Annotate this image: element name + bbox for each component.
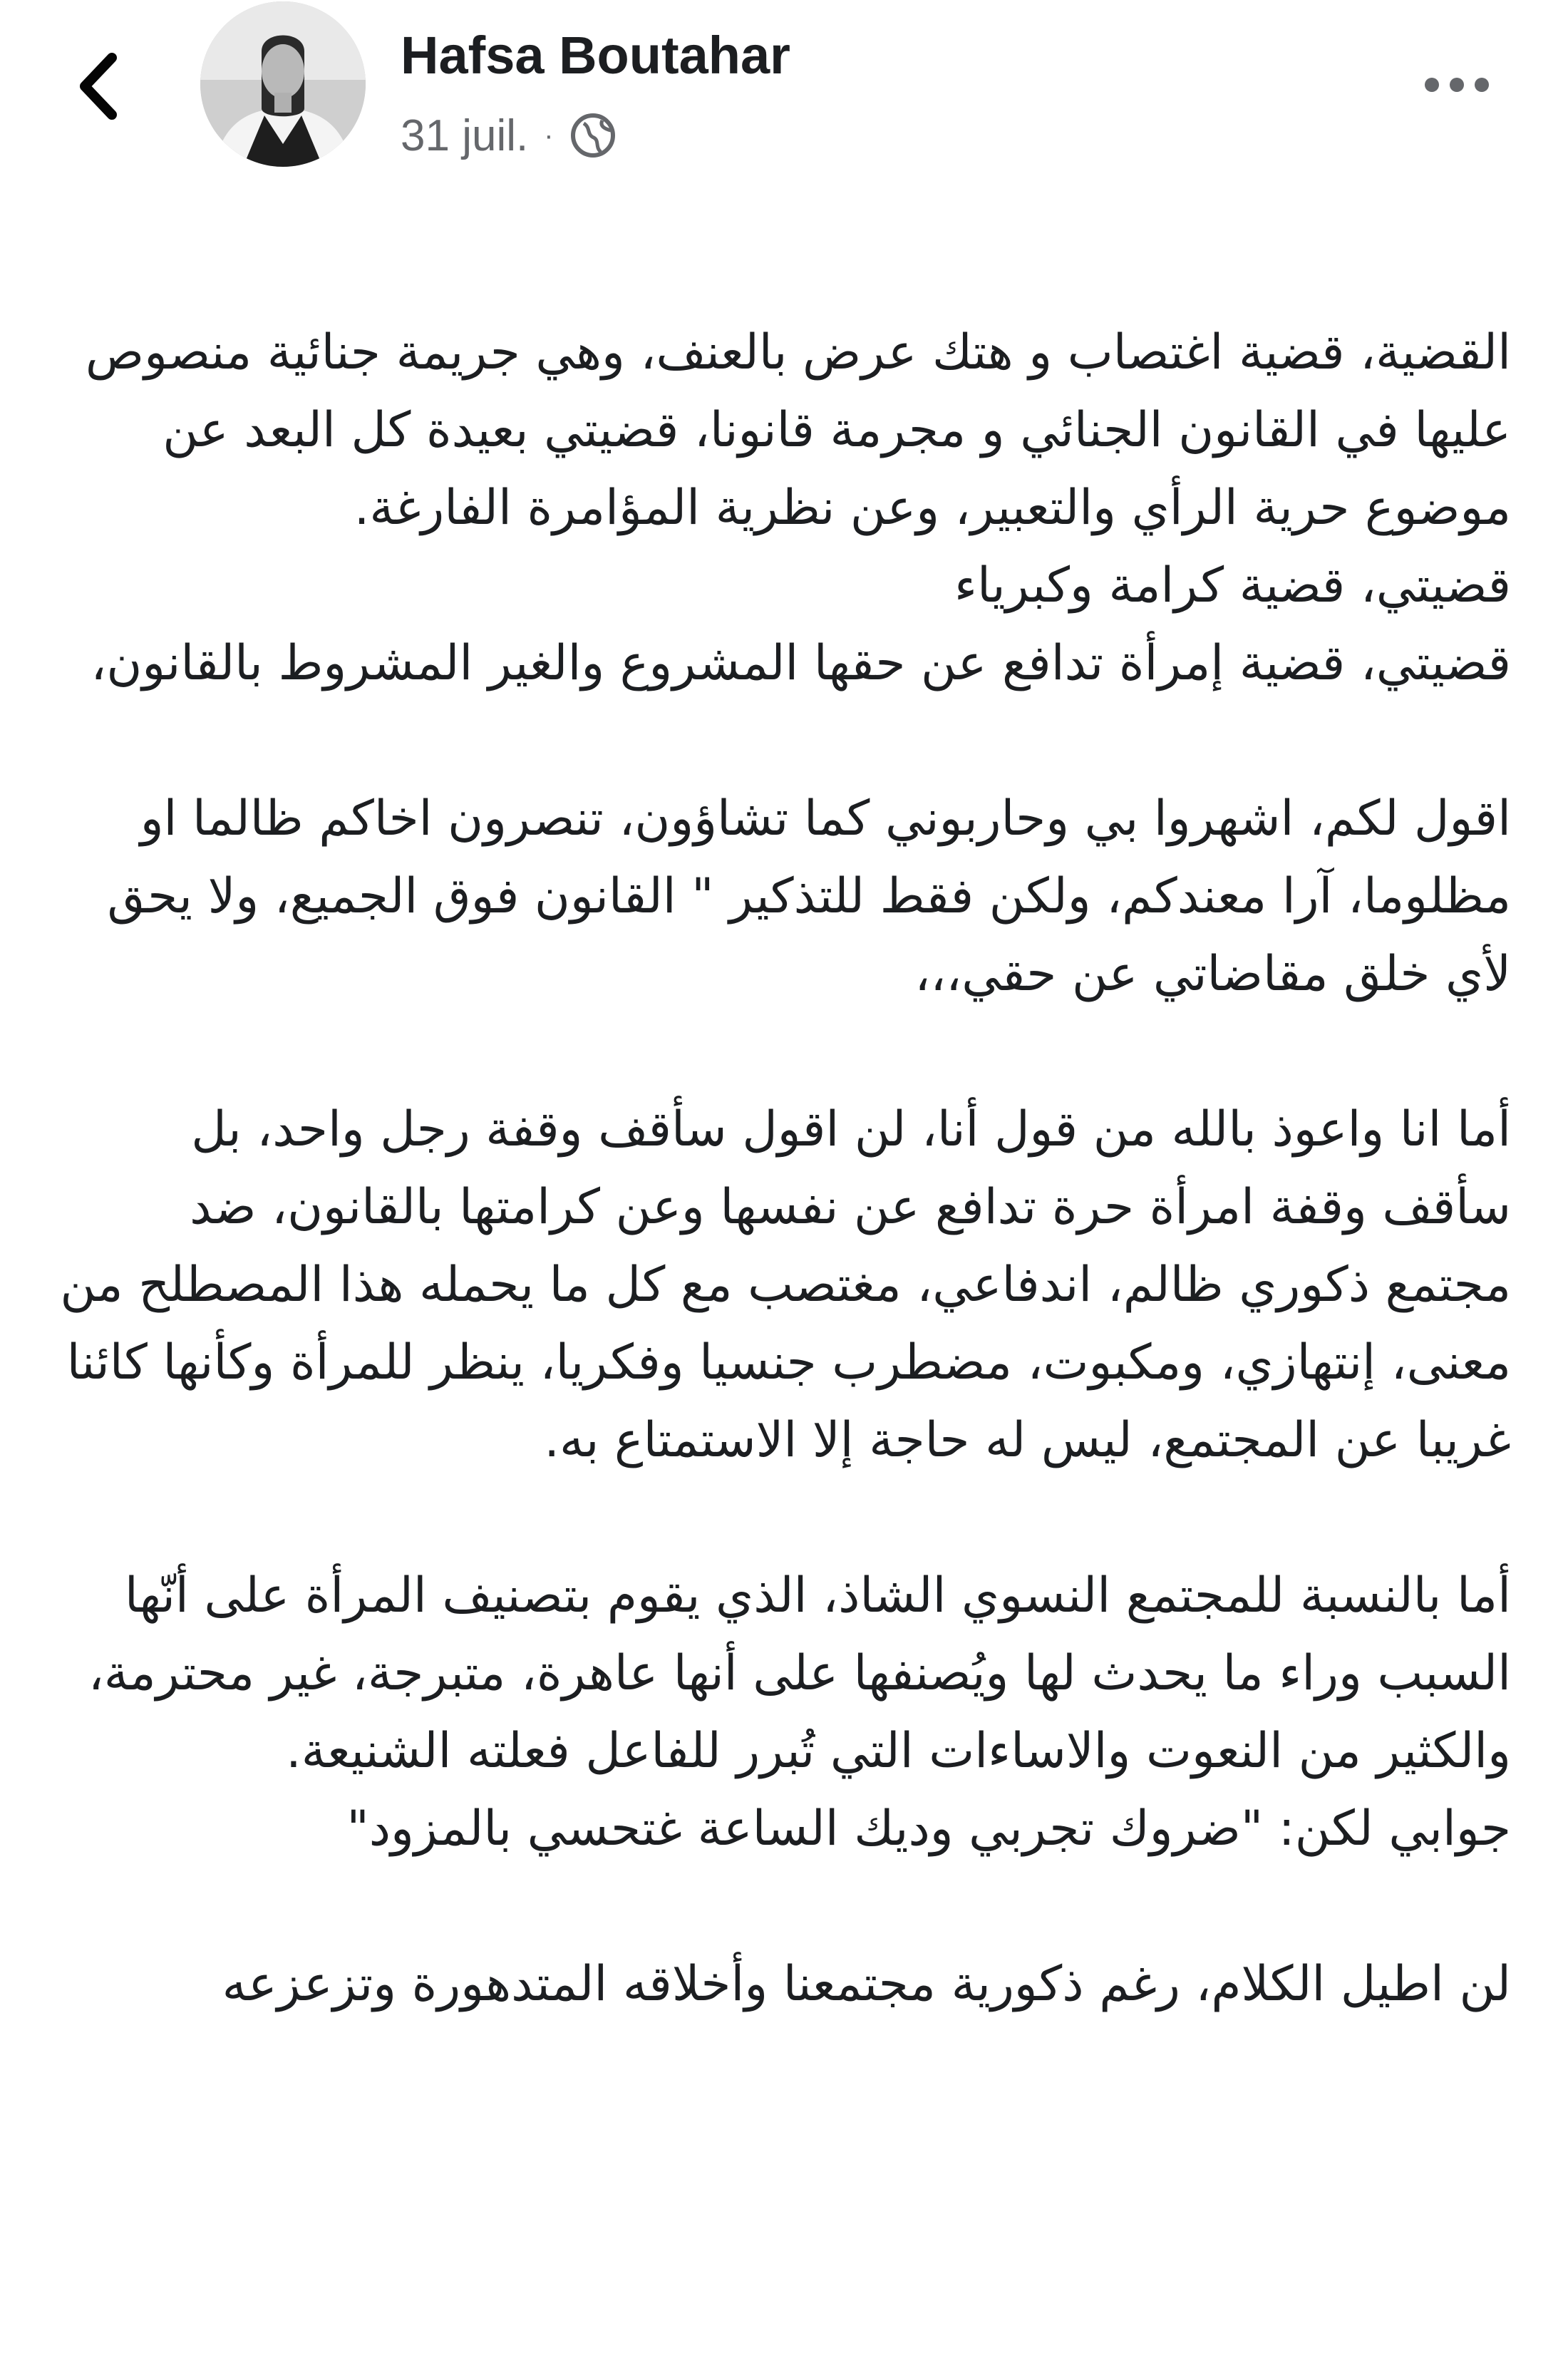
author-name[interactable]: Hafsa Boutahar: [401, 26, 790, 85]
meta-separator: ·: [544, 119, 554, 151]
more-horizontal-icon: [1421, 74, 1492, 96]
post-paragraph: اقول لكم، اشهروا بي وحاربوني كما تشاؤون، تنصرون اخاكم ظالما او مظلوما، آرا معندكم، ولكن فقط للتذكير " القانون فوق الجميع، ولا يحق لأي خلق مقاضاتي عن حقي،،،: [107, 791, 1511, 1002]
post-meta: [401, 103, 617, 168]
author-avatar[interactable]: [200, 1, 366, 167]
post-date[interactable]: 31 juil.: [401, 110, 529, 160]
more-options-button[interactable]: [1414, 60, 1500, 110]
globe-icon: [569, 112, 617, 159]
profile-photo: [200, 1, 366, 167]
post-text: [57, 314, 1511, 2363]
post-header: [0, 0, 1568, 200]
post-paragraph: لن اطيل الكلام، رغم ذكورية مجتمعنا وأخلاقه المتدهورة وتزعزعه: [222, 1956, 1511, 2012]
back-button[interactable]: [66, 47, 134, 125]
chevron-left-icon: [75, 51, 125, 122]
post-paragraph: القضية، قضية اغتصاب و هتك عرض بالعنف، وهي جريمة جنائية منصوص عليها في القانون الجنائي و مجرمة قانونا، قضيتي بعيدة كل البعد عن موضوع حرية الرأي والتعبير، وعن نظرية المؤامرة الفارغة. قضيتي، قضية كرامة وكبرياء قضيتي، قضية إمرأة تدافع عن حقها المشروع والغير المشروط بالقانون،: [85, 324, 1511, 691]
post-paragraph: أما انا واعوذ بالله من قول أنا، لن اقول سأقف وقفة رجل واحد، بل سأقف وقفة امرأة حرة تدافع عن نفسها وعن كرامتها بالقانون، ضد مجتمع ذكوري ظالم، اندفاعي، مغتصب مع كل ما يحمله هذا المصطلح من معنى، إنتهازي، ومكبوت، مضطرب جنسيا وفكريا، ينظر للمرأة وكأنها كائنا غريبا عن المجتمع، ليس له حاجة إلا الاستمتاع به.: [60, 1101, 1511, 1468]
post-paragraph: أما بالنسبة للمجتمع النسوي الشاذ، الذي يقوم بتصنيف المرأة على أنّها السبب وراء ما يحدث لها ويُصنفها على أنها عاهرة، متبرجة، غير محترمة، والكثير من النعوت والاساءات التي تُبرر للفاعل فعلته الشنيعة. جوابي لكن: "ضروك تجربي وديك الساعة غتحسي بالمزود": [88, 1567, 1511, 1857]
